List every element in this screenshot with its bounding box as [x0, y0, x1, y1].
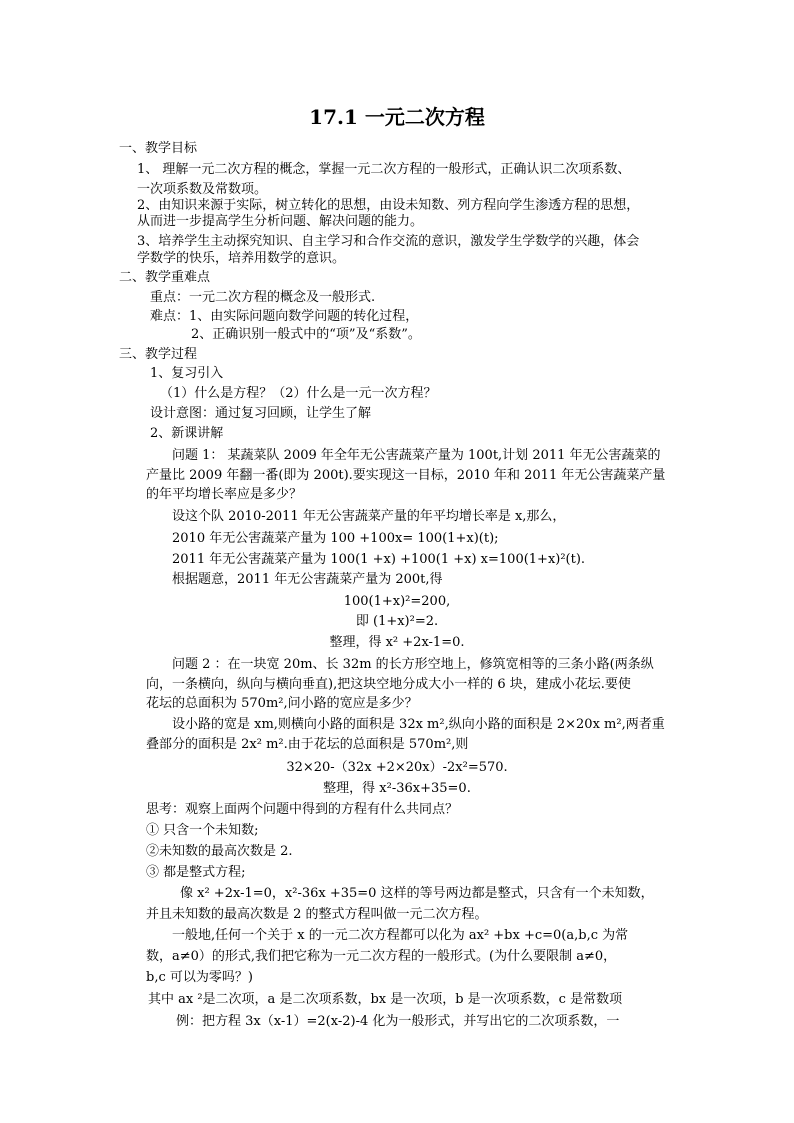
section-heading-key-points: 二、教学重难点	[119, 270, 211, 285]
terms-explanation: 其中 ax ²是二次项，a 是二次项系数，bx 是一次项，b 是一次项系数，c 是常数项	[148, 992, 623, 1007]
problem-2-line-1: 问题 2 ：在一块宽 20m、长 32m 的长方形空地上，修筑宽相等的三条小路(两条纵	[172, 657, 654, 672]
difficulty-1: 难点：1、由实际问题向数学问题的转化过程，	[150, 309, 419, 324]
problem-1-line-3: 的年平均增长率应是多少？	[146, 487, 303, 502]
problem-2-line-3: 花坛的总面积为 570m²,问小路的宽应是多少？	[146, 696, 418, 711]
solution-1-line-3: 2011 年无公害蔬菜产量为 100(1 +x) +100(1 +x) x=100(1+x)²(t).	[172, 552, 586, 567]
general-form-line-2: 数，a≠0）的形式,我们把它称为一元二次方程的一般形式。(为什么要限制 a≠0，	[146, 949, 617, 964]
definition-line-1: 像 x² +2x-1=0，x²-36x +35=0 这样的等号两边都是整式，只含有一个未知数，	[180, 886, 654, 901]
design-intent: 设计意图：通过复习回顾，让学生了解	[150, 406, 372, 421]
equation-2a: 32×20-（32x +2×20x）-2x²=570.	[286, 760, 508, 775]
subheading-new-lesson: 2、新课讲解	[150, 426, 224, 441]
objective-3-line-1: 3、培养学生主动探究知识、自主学习和合作交流的意识，激发学生学数学的兴趣，体会	[137, 234, 640, 249]
common-point-2: ②未知数的最高次数是 2.	[146, 844, 293, 859]
subheading-review: 1、复习引入	[150, 366, 224, 381]
definition-line-2: 并且未知数的最高次数是 2 的整式方程叫做一元二次方程。	[146, 907, 488, 922]
problem-1-line-2: 产量比 2009 年翻一番(即为 200t).要实现这一目标，2010 年和 2011 年无公害蔬菜产量	[146, 468, 666, 483]
common-point-1: ① 只含一个未知数;	[146, 823, 259, 838]
review-questions: （1）什么是方程？（2）什么是一元一次方程？	[160, 386, 437, 401]
objective-1-line-2: 一次项系数及常数项。	[137, 182, 268, 197]
difficulty-2: 2、正确识别一般式中的“项”及“系数”。	[191, 327, 421, 342]
key-point: 重点：一元二次方程的概念及一般形式.	[150, 290, 376, 305]
objective-1-line-1: 1、 理解一元二次方程的概念，掌握一元二次方程的一般形式，正确认识二次项系数、	[137, 162, 631, 177]
equation-1c: 整理，得 x² +2x-1=0.	[329, 635, 465, 650]
solution-2-line-1: 设小路的宽是 xm,则横向小路的面积是 32x m²,纵向小路的面积是 2×20x m²,两者重	[172, 717, 665, 732]
problem-1-line-1: 问题 1： 某蔬菜队 2009 年全年无公害蔬菜产量为 100t,计划 2011 年无公害蔬菜的	[172, 448, 661, 463]
solution-2-line-2: 叠部分的面积是 2x² m².由于花坛的总面积是 570m²,则	[146, 737, 469, 752]
objective-3-line-2: 学数学的快乐，培养用数学的意识。	[137, 251, 346, 266]
section-heading-process: 三、教学过程	[119, 347, 198, 362]
solution-1-line-1: 设这个队 2010-2011 年无公害蔬菜产量的年平均增长率是 x,那么，	[172, 509, 566, 524]
equation-1a: 100(1+x)²=200,	[343, 594, 451, 609]
document-title: 17.1 一元二次方程	[309, 105, 485, 129]
general-form-line-1: 一般地,任何一个关于 x 的一元二次方程都可以化为 ax² +bx +c=0(a,b,c 为常	[172, 928, 629, 943]
equation-2b: 整理，得 x²-36x+35=0.	[323, 781, 471, 796]
thinking-question: 思考：观察上面两个问题中得到的方程有什么共同点？	[146, 802, 459, 817]
common-point-3: ③ 都是整式方程;	[146, 865, 246, 880]
objective-2-line-2: 从而进一步提高学生分析问题、解决问题的能力。	[137, 214, 424, 229]
objective-2-line-1: 2、由知识来源于实际，树立转化的思想，由设未知数、列方程向学生渗透方程的思想，	[137, 198, 640, 213]
equation-1b: 即 (1+x)²=2.	[355, 614, 439, 629]
section-heading-objectives: 一、教学目标	[119, 141, 198, 156]
general-form-line-3: b,c 可以为零吗？)	[146, 970, 253, 985]
solution-1-line-2: 2010 年无公害蔬菜产量为 100 +100x= 100(1+x)(t);	[172, 531, 499, 546]
problem-2-line-2: 向，一条横向，纵向与横向垂直),把这块空地分成大小一样的 6 块，建成小花坛.要使	[146, 677, 631, 692]
example-line: 例：把方程 3x（x-1）=2(x-2)-4 化为一般形式，并写出它的二次项系数，一	[176, 1014, 620, 1029]
solution-1-line-4: 根据题意，2011 年无公害蔬菜产量为 200t,得	[172, 572, 443, 587]
